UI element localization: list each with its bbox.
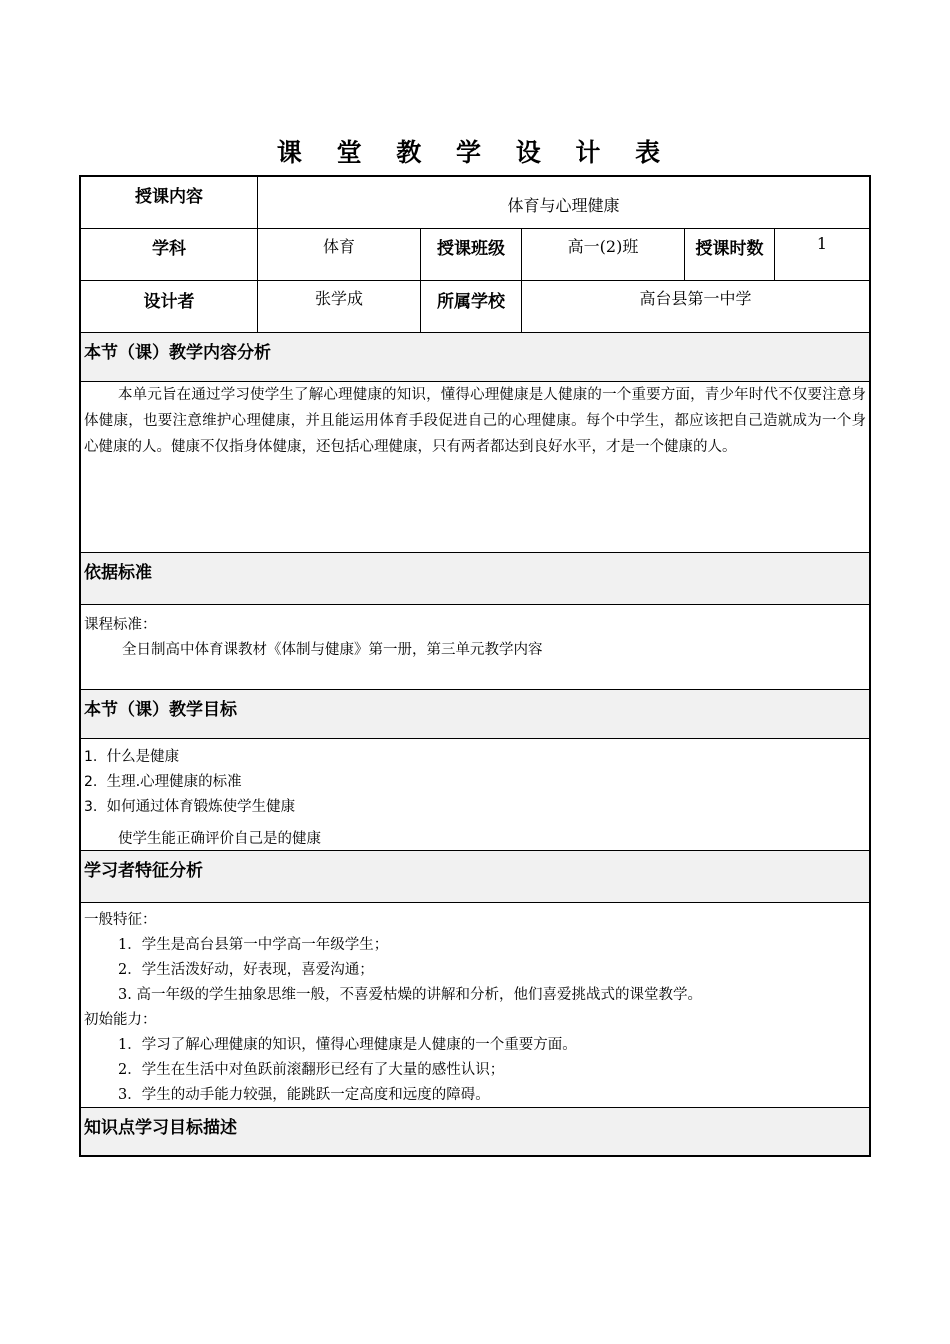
page-title: 课 堂 教 学 设 计 表 — [276, 138, 674, 167]
content-label: 授课内容 — [135, 187, 203, 207]
initial-item: 3．学生的动手能力较强，能跳跃一定高度和远度的障碍。 — [118, 1087, 490, 1103]
row-divider — [81, 228, 869, 229]
section-heading: 知识点学习目标描述 — [84, 1118, 237, 1138]
goal-extra: 使学生能正确评价自己是的健康 — [118, 831, 321, 847]
analysis-text: 本单元旨在通过学习使学生了解心理健康的知识，懂得心理健康是人健康的一个重要方面，青少年时代不仅要注意身体健康，也要注意维护心理健康，并且能运用体育手段促进自己的心理健康。每个中学生，都应该把自己造就成为一个身心健康的人。健康不仅指身体健康，还包括心理健康，只有两者都达到良好水平，才是一个健康的人。 — [84, 387, 866, 455]
subject-value: 体育 — [322, 237, 355, 256]
initial-label: 初始能力： — [84, 1012, 157, 1028]
section-header-goals — [81, 690, 869, 738]
section-header-standard — [81, 553, 869, 604]
row-divider — [81, 738, 869, 739]
standard-label: 课程标准： — [84, 617, 157, 633]
section-heading: 本节（课）教学内容分析 — [84, 343, 271, 363]
lesson-design-table — [79, 175, 871, 1157]
subject-label: 学科 — [152, 239, 186, 259]
content-value: 体育与心理健康 — [507, 196, 620, 215]
designer-label: 设计者 — [143, 292, 195, 312]
section-heading: 本节（课）教学目标 — [84, 700, 237, 720]
school-label: 所属学校 — [437, 292, 505, 312]
class-value: 高一(2)班 — [567, 237, 639, 256]
general-label: 一般特征： — [84, 912, 157, 928]
goal-item: 3. 如何通过体育锻炼使学生健康 — [84, 799, 296, 815]
row-divider — [81, 280, 869, 281]
section-heading: 学习者特征分析 — [84, 861, 203, 881]
designer-value: 张学成 — [314, 289, 363, 308]
row-divider — [81, 902, 869, 903]
section-header-analysis — [81, 333, 869, 381]
goal-item: 2. 生理.心理健康的标准 — [84, 774, 242, 790]
standard-text: 全日制高中体育课教材《体制与健康》第一册，第三单元教学内容 — [122, 642, 543, 658]
general-item: 1．学生是高台县第一中学高一年级学生； — [118, 937, 389, 953]
general-item: 3. 高一年级的学生抽象思维一般，不喜爱枯燥的讲解和分析，他们喜爱挑战式的课堂教学。 — [118, 987, 702, 1003]
hours-value: 1 — [816, 234, 828, 253]
section-header-learners — [81, 851, 869, 902]
section-heading: 依据标准 — [84, 563, 152, 583]
goal-item: 1. 什么是健康 — [84, 749, 180, 765]
general-item: 2．学生活泼好动，好表现，喜爱沟通； — [118, 962, 374, 978]
hours-label: 授课时数 — [695, 239, 764, 259]
section-header-knowledge — [81, 1108, 869, 1155]
initial-item: 1．学习了解心理健康的知识，懂得心理健康是人健康的一个重要方面。 — [118, 1037, 577, 1053]
school-value: 高台县第一中学 — [639, 289, 752, 308]
initial-item: 2．学生在生活中对鱼跃前滚翻形已经有了大量的感性认识； — [118, 1062, 505, 1078]
row-divider — [81, 604, 869, 605]
class-label: 授课班级 — [437, 239, 505, 259]
